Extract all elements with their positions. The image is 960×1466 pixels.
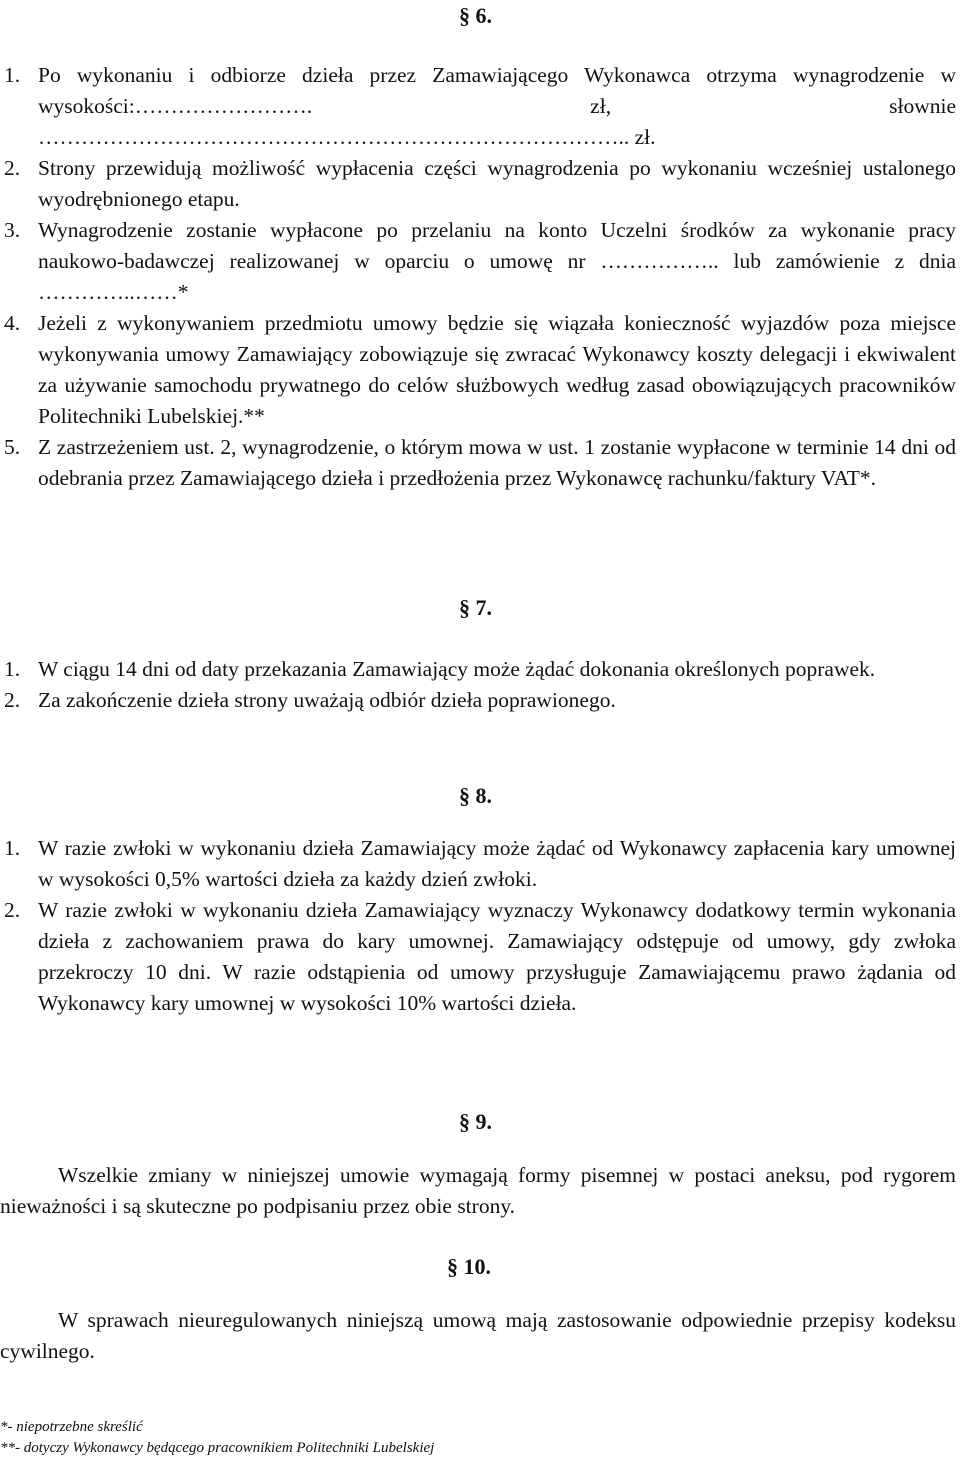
list-item	[0, 833, 956, 895]
item-number: 3.	[4, 218, 21, 242]
item-text: Za zakończenie dzieła strony uważają odbiór dzieła poprawionego.	[38, 688, 616, 712]
section-10-paragraph: W sprawach nieuregulowanych niniejszą umową mają zastosowanie odpowiednie przepisy kodeksu cywilnego.	[0, 1308, 956, 1363]
section-7-heading: § 7.	[459, 595, 492, 620]
footnote: *- niepotrzebne skreślić	[0, 1419, 143, 1435]
item-number: 2.	[4, 898, 21, 922]
list-item	[0, 153, 956, 215]
footnotes	[0, 1417, 434, 1459]
item-text: Z zastrzeżeniem ust. 2, wynagrodzenie, o którym mowa w ust. 1 zostanie wypłacone w terminie 14 dni od odebrania przez Zamawiającego dzieła i przedłożenia przez Wykonawcę rachunku/faktury VAT*.	[38, 435, 956, 490]
item-number: 5.	[4, 435, 21, 459]
item-text: Po wykonaniu i odbiorze dzieła przez Zamawiającego Wykonawca otrzyma wynagrodzenie w wysokości:……………………. zł, słownie ……………………………………………………………………….. zł.	[38, 63, 956, 149]
section-8-heading: § 8.	[459, 783, 492, 808]
item-number: 1.	[4, 836, 21, 860]
list-item	[0, 215, 956, 308]
section-9-paragraph: Wszelkie zmiany w niniejszej umowie wymagają formy pisemnej w postaci aneksu, pod rygorem nieważności i są skuteczne po podpisaniu przez obie strony.	[0, 1163, 956, 1218]
section-8-list	[0, 833, 956, 1019]
item-number: 2.	[4, 156, 21, 180]
section-10-heading: § 10.	[447, 1254, 491, 1279]
section-9-heading: § 9.	[459, 1109, 492, 1134]
item-number: 1.	[4, 63, 21, 87]
list-item	[0, 432, 956, 494]
section-7-list	[0, 654, 956, 716]
item-text: W ciągu 14 dni od daty przekazania Zamawiający może żądać dokonania określonych poprawek.	[38, 657, 876, 681]
item-number: 2.	[4, 688, 21, 712]
item-number: 4.	[4, 311, 21, 335]
section-6-list	[0, 60, 956, 494]
list-item	[0, 685, 956, 716]
item-text: W razie zwłoki w wykonaniu dzieła Zamawiający wyznaczy Wykonawcy dodatkowy termin wykonania dzieła z zachowaniem prawa do kary umownej. Zamawiający odstępuje od umowy, gdy zwłoka przekroczy 10 dni. W razie odstąpienia od umowy przysługuje Zamawiającemu prawo żądania od Wykonawcy kary umownej w wysokości 10% wartości dzieła.	[38, 898, 956, 1015]
item-text: Strony przewidują możliwość wypłacenia części wynagrodzenia po wykonaniu wcześniej ustalonego wyodrębnionego etapu.	[38, 156, 956, 211]
item-text: Wynagrodzenie zostanie wypłacone po przelaniu na konto Uczelni środków za wykonanie pracy naukowo-badawczej realizowanej w oparciu o umowę nr …………….. lub zamówienie z dnia …………..……*	[38, 218, 956, 304]
section-6-heading: § 6.	[459, 3, 492, 28]
item-text: Jeżeli z wykonywaniem przedmiotu umowy będzie się wiązała konieczność wyjazdów poza miejsce wykonywania umowy Zamawiający zobowiązuje się zwracać Wykonawcy koszty delegacji i ekwiwalent za używanie samochodu prywatnego do celów służbowych według zasad obowiązujących pracowników Politechniki Lubelskiej.**	[38, 311, 956, 428]
item-text: W razie zwłoki w wykonaniu dzieła Zamawiający może żądać od Wykonawcy zapłacenia kary umownej w wysokości 0,5% wartości dzieła za każdy dzień zwłoki.	[38, 836, 956, 891]
list-item	[0, 60, 956, 153]
list-item	[0, 308, 956, 432]
list-item	[0, 654, 956, 685]
list-item	[0, 895, 956, 1019]
footnote: **- dotyczy Wykonawcy będącego pracownikiem Politechniki Lubelskiej	[0, 1440, 435, 1456]
item-number: 1.	[4, 657, 21, 681]
